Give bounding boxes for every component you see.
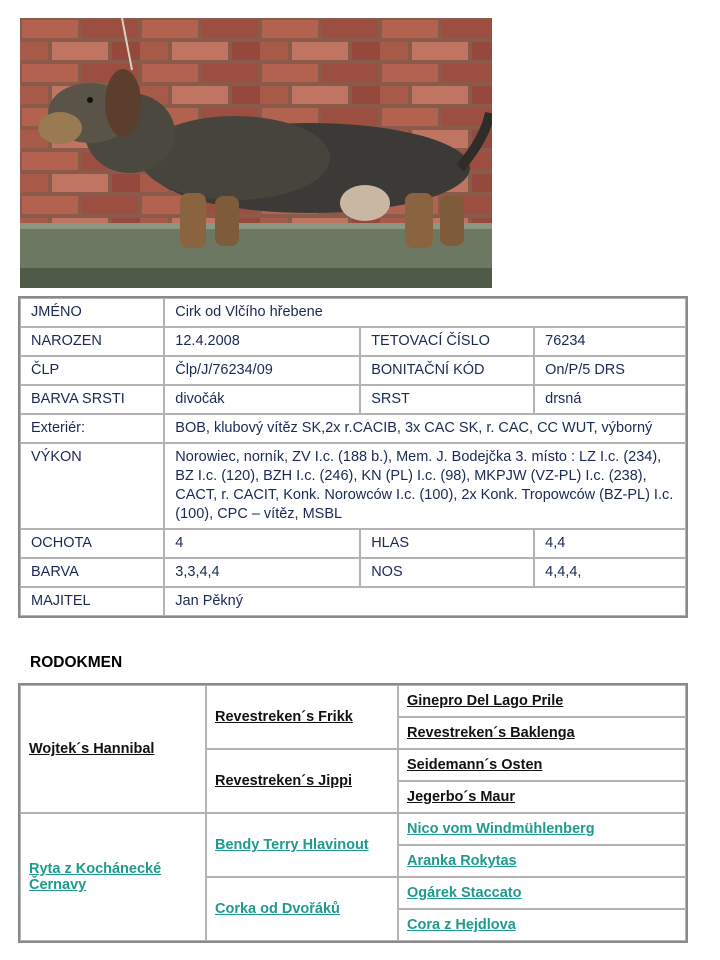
- value-nos: 4,4,4,: [534, 558, 686, 587]
- pedigree-sire-sire-cell: [206, 685, 398, 749]
- value-majitel: Jan Pěkný: [164, 587, 686, 616]
- pedigree-sire-cell: [20, 685, 206, 813]
- row-clp: [20, 356, 686, 385]
- pedigree-row: [20, 813, 686, 845]
- dog-photo: [20, 18, 492, 288]
- label-ochota: OCHOTA: [20, 529, 164, 558]
- value-bonitacni: On/P/5 DRS: [534, 356, 686, 385]
- row-vykon: [20, 443, 686, 529]
- pedigree-gg-cell: [398, 781, 686, 813]
- pedigree-gg-cell: [398, 877, 686, 909]
- value-exterier: BOB, klubový vítěz SK,2x r.CACIB, 3x CAC SK, r. CAC, CC WUT, výborný: [164, 414, 686, 443]
- label-exterier: Exteriér:: [20, 414, 164, 443]
- value-ochota: 4: [164, 529, 360, 558]
- pedigree-dam-dam-cell: [206, 877, 398, 941]
- pedigree-row: [20, 685, 686, 717]
- pedigree-table: [18, 683, 688, 943]
- row-exterier: [20, 414, 686, 443]
- pedigree-dam-sire-link[interactable]: Bendy Terry Hlavinout: [215, 837, 369, 853]
- pedigree-gg-link-7[interactable]: Ogárek Staccato: [407, 885, 522, 901]
- pedigree-gg-link-2[interactable]: Revestreken´s Baklenga: [407, 725, 575, 741]
- row-barva-srsti: [20, 385, 686, 414]
- pedigree-sire-dam-cell: [206, 749, 398, 813]
- pedigree-sire-dam-link[interactable]: Revestreken´s Jippi: [215, 773, 353, 789]
- row-ochota: [20, 529, 686, 558]
- pedigree-gg-link-5[interactable]: Nico vom Windmühlenberg: [407, 821, 595, 837]
- label-barva-srsti: BARVA SRSTI: [20, 385, 164, 414]
- dog-info-table: [18, 296, 688, 618]
- label-hlas: HLAS: [360, 529, 534, 558]
- row-barva: [20, 558, 686, 587]
- pedigree-gg-link-1[interactable]: Ginepro Del Lago Prile: [407, 693, 564, 709]
- label-nos: NOS: [360, 558, 534, 587]
- pedigree-gg-cell: [398, 749, 686, 781]
- pedigree-dam-link[interactable]: Ryta z Kochánecké Černavy: [29, 861, 162, 893]
- pedigree-dam-dam-link[interactable]: Corka od Dvořáků: [215, 901, 340, 917]
- label-jmeno: JMÉNO: [20, 298, 164, 327]
- value-tetovaci: 76234: [534, 327, 686, 356]
- pedigree-dam-cell: [20, 813, 206, 941]
- row-narozen: [20, 327, 686, 356]
- label-srst: SRST: [360, 385, 534, 414]
- value-jmeno: Cirk od Vlčího hřebene: [164, 298, 686, 327]
- value-hlas: 4,4: [534, 529, 686, 558]
- pedigree-sire-link[interactable]: Wojtek´s Hannibal: [29, 741, 155, 757]
- value-srst: drsná: [534, 385, 686, 414]
- row-jmeno: [20, 298, 686, 327]
- value-narozen: 12.4.2008: [164, 327, 360, 356]
- label-bonitacni: BONITAČNÍ KÓD: [360, 356, 534, 385]
- pedigree-sire-sire-link[interactable]: Revestreken´s Frikk: [215, 709, 353, 725]
- pedigree-gg-cell: [398, 717, 686, 749]
- label-vykon: VÝKON: [20, 443, 164, 529]
- label-barva: BARVA: [20, 558, 164, 587]
- pedigree-dam-sire-cell: [206, 813, 398, 877]
- pedigree-gg-link-4[interactable]: Jegerbo´s Maur: [407, 789, 515, 805]
- label-narozen: NAROZEN: [20, 327, 164, 356]
- pedigree-gg-cell: [398, 845, 686, 877]
- row-majitel: [20, 587, 686, 616]
- pedigree-heading: RODOKMEN: [30, 654, 123, 671]
- pedigree-gg-cell: [398, 685, 686, 717]
- value-barva-srsti: divočák: [164, 385, 360, 414]
- label-majitel: MAJITEL: [20, 587, 164, 616]
- pedigree-gg-cell: [398, 909, 686, 941]
- pedigree-gg-link-3[interactable]: Seidemann´s Osten: [407, 757, 543, 773]
- value-clp: Člp/J/76234/09: [164, 356, 360, 385]
- pedigree-gg-cell: [398, 813, 686, 845]
- value-barva: 3,3,4,4: [164, 558, 360, 587]
- label-clp: ČLP: [20, 356, 164, 385]
- pedigree-gg-link-8[interactable]: Cora z Hejdlova: [407, 917, 516, 933]
- value-vykon: Norowiec, norník, ZV I.c. (188 b.), Mem. J. Bodejčka 3. místo : LZ I.c. (234), BZ I.c. (120), BZH I.c. (246), KN (PL) I.c. (98), MKPJW (VZ-PL) I.c. (238), CACT, r. CACIT, Konk. Norowców I.c. (100), 2x Konk. Tropowców (BZ-PL) I.c. (100), CPC – vítěz, MSBL: [164, 443, 686, 529]
- pedigree-gg-link-6[interactable]: Aranka Rokytas: [407, 853, 517, 869]
- label-tetovaci: TETOVACÍ ČÍSLO: [360, 327, 534, 356]
